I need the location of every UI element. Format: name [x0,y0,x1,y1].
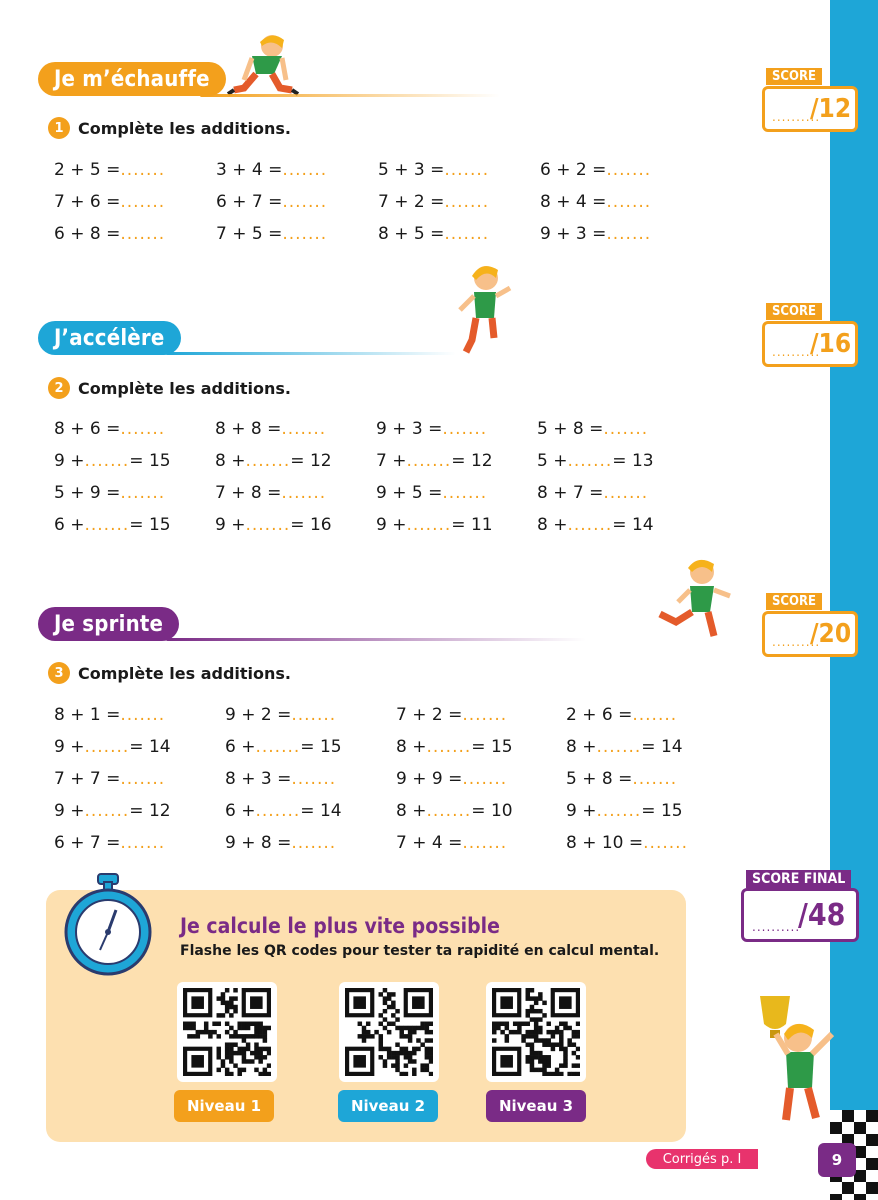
equation-text: 9 + 8 = [225,833,292,853]
answer-blank[interactable]: ....... [120,705,166,725]
equation-text: 9 + [54,451,85,471]
equation-text: 5 + 8 = [566,769,633,789]
equation [54,795,225,827]
equation-text: 8 + 4 = [540,192,607,212]
equation [540,218,702,250]
final-score-label: SCORE FINAL [746,870,851,888]
equation [54,445,215,477]
equation [54,413,215,445]
equation-text: 8 + 8 = [215,419,282,439]
answer-blank[interactable]: ....... [444,192,490,212]
score-total: /16 [810,329,852,359]
answer-blank[interactable]: ....... [406,515,452,535]
challenge-title: Je calcule le plus vite possible [180,914,500,938]
equation-text: 7 + 4 = [396,833,463,853]
equation-text: 7 + 6 = [54,192,121,212]
exercise-grid-3 [54,699,736,859]
equation-text: = 15 [471,737,513,757]
equation-text: = 14 [129,737,171,757]
equation-text: = 14 [641,737,683,757]
answer-blank[interactable]: ....... [643,833,688,853]
equation [540,186,702,218]
qr-code-level-3[interactable] [486,982,586,1082]
section-title-underline [200,94,500,97]
level-2-button[interactable]: Niveau 2 [338,1090,438,1122]
equation [566,699,736,731]
answer-blank[interactable]: ....... [255,801,301,821]
equation-text: 7 + 5 = [216,224,283,244]
equation [216,186,378,218]
equation-text: 2 + 5 = [54,160,121,180]
answer-blank[interactable]: ....... [291,833,337,853]
equation [54,154,216,186]
equation [216,154,378,186]
equation-text: 6 + [54,515,85,535]
equation-text: = 13 [612,451,654,471]
section-title-underline [166,638,586,641]
equation [215,445,376,477]
side-color-strip [830,0,878,1110]
score-blank: .......... [772,110,821,124]
answer-blank[interactable]: ....... [442,483,488,503]
page-number: 9 [818,1143,856,1177]
answer-blank[interactable]: ....... [596,801,642,821]
equation [54,731,225,763]
equation [537,477,698,509]
score-total: /20 [810,619,852,649]
score-label: SCORE [766,593,822,610]
equation-text: = 12 [129,801,171,821]
answer-blank[interactable]: ....... [120,769,166,789]
equation-text: = 14 [300,801,342,821]
section-title-accelerate: J’accélère [38,321,181,355]
equation-text: 9 + [215,515,246,535]
final-score-blank: .......... [752,920,801,934]
answer-blank[interactable]: ....... [120,224,166,244]
answer-blank[interactable]: ....... [84,451,130,471]
answer-blank[interactable]: ....... [281,419,327,439]
equation-text: 6 + [225,801,256,821]
equation-text: 7 + 8 = [215,483,282,503]
section-title-warmup: Je m’échauffe [38,62,226,96]
equation-text: = 14 [612,515,654,535]
answer-blank[interactable]: ....... [632,769,678,789]
equation [396,731,566,763]
answer-blank[interactable]: ....... [606,160,652,180]
equation [54,827,225,859]
equation-text: = 12 [451,451,493,471]
equation-text: = 10 [471,801,513,821]
equation-text: 3 + 4 = [216,160,283,180]
equation-text: = 12 [290,451,332,471]
answer-blank[interactable]: ....... [462,769,508,789]
equation [54,509,215,541]
answer-blank[interactable]: ....... [282,224,328,244]
equation-text: 5 + 8 = [537,419,604,439]
equation-text: = 15 [129,451,171,471]
equation [215,477,376,509]
equation-text: = 15 [300,737,342,757]
equation-text: 9 + 3 = [540,224,607,244]
equation [396,795,566,827]
qr-code-level-2[interactable] [339,982,439,1082]
equation-text: 8 + [396,801,427,821]
equation [378,154,540,186]
equation-text: 9 + [54,737,85,757]
answer-blank[interactable]: ....... [462,833,508,853]
instruction-text: Complète les additions. [78,378,291,398]
equation-text: 8 + 6 = [54,419,121,439]
equation [215,509,376,541]
section-title-sprint: Je sprinte [38,607,179,641]
equation [396,827,566,859]
answer-blank[interactable]: ....... [291,705,337,725]
equation-text: 9 + 9 = [396,769,463,789]
equation [376,445,537,477]
equation [376,413,537,445]
equation-text: 9 + [566,801,597,821]
equation [215,413,376,445]
answer-blank[interactable]: ....... [606,192,652,212]
trophy-winner-illustration [742,990,842,1140]
score-total: /12 [810,94,852,124]
equation-text: 8 + [566,737,597,757]
level-3-button[interactable]: Niveau 3 [486,1090,586,1122]
answer-blank[interactable]: ....... [632,705,678,725]
equation [225,699,396,731]
equation [54,186,216,218]
answer-blank[interactable]: ....... [84,737,130,757]
instruction-number: 1 [48,117,70,139]
equation-text: 9 + 5 = [376,483,443,503]
equation [537,445,698,477]
instruction-3 [48,662,291,684]
equation-text: = 16 [290,515,332,535]
equation-text: 7 + 7 = [54,769,121,789]
equation-text: 8 + [537,515,568,535]
instruction-number: 3 [48,662,70,684]
equation [54,763,225,795]
answers-reference: Corrigés p. I [646,1149,758,1169]
equation [566,827,736,859]
exercise-grid-1 [54,154,702,250]
answer-blank[interactable]: ....... [444,160,490,180]
equation-text: 6 + 2 = [540,160,607,180]
answer-blank[interactable]: ....... [255,737,301,757]
equation [537,509,698,541]
instruction-2 [48,377,291,399]
score-label: SCORE [766,303,822,320]
equation [396,763,566,795]
equation [566,731,736,763]
equation-text: 7 + 2 = [396,705,463,725]
answer-blank[interactable]: ....... [120,419,166,439]
equation-text: = 15 [641,801,683,821]
answer-blank[interactable]: ....... [606,224,652,244]
runner-sprinting-illustration [652,552,742,644]
equation-text: 9 + 2 = [225,705,292,725]
equation [566,763,736,795]
equation [54,477,215,509]
runner-jogging-illustration [450,258,520,358]
equation [225,763,396,795]
equation [376,509,537,541]
qr-code-icon [492,988,580,1076]
answer-blank[interactable]: ....... [120,160,166,180]
equation [540,154,702,186]
answer-blank[interactable]: ....... [603,483,649,503]
equation-text: 8 + [396,737,427,757]
equation [378,218,540,250]
answer-blank[interactable]: ....... [291,769,337,789]
equation-text: 8 + 3 = [225,769,292,789]
score-label: SCORE [766,68,822,85]
equation [376,477,537,509]
answer-blank[interactable]: ....... [567,451,613,471]
answer-blank[interactable]: ....... [120,192,166,212]
equation [396,699,566,731]
equation-text: 8 + 7 = [537,483,604,503]
equation-text: 6 + 7 = [54,833,121,853]
equation-text: 6 + 7 = [216,192,283,212]
qr-code-icon [345,988,433,1076]
answer-blank[interactable]: ....... [426,737,472,757]
answer-blank[interactable]: ....... [603,419,649,439]
score-blank: .......... [772,635,821,649]
answer-blank[interactable]: ....... [281,483,327,503]
equation-text: 9 + 3 = [376,419,443,439]
instruction-text: Complète les additions. [78,118,291,138]
challenge-subtitle: Flashe les QR codes pour tester ta rapidité en calcul mental. [180,943,660,959]
answer-blank[interactable]: ....... [444,224,490,244]
equation-text: 5 + 3 = [378,160,445,180]
section-title-underline [166,352,456,355]
equation-text: 6 + 8 = [54,224,121,244]
equation [566,795,736,827]
instruction-number: 2 [48,377,70,399]
stopwatch-icon [60,872,156,976]
answer-blank[interactable]: ....... [84,801,130,821]
equation-text: 8 + [215,451,246,471]
instruction-text: Complète les additions. [78,663,291,683]
answer-blank[interactable]: ....... [406,451,452,471]
equation-text: 7 + 2 = [378,192,445,212]
qr-code-icon [183,988,271,1076]
equation [225,827,396,859]
equation-text: 5 + 9 = [54,483,121,503]
level-1-button[interactable]: Niveau 1 [174,1090,274,1122]
equation [225,795,396,827]
equation-text: 8 + 5 = [378,224,445,244]
score-blank: .......... [772,345,821,359]
equation-text: 8 + 10 = [566,833,644,853]
answer-blank[interactable]: ....... [120,483,166,503]
equation-text: 2 + 6 = [566,705,633,725]
answer-blank[interactable]: ....... [120,833,166,853]
equation-text: 9 + [54,801,85,821]
equation-text: 6 + [225,737,256,757]
answer-blank[interactable]: ....... [282,160,328,180]
answer-blank[interactable]: ....... [426,801,472,821]
answer-blank[interactable]: ....... [462,705,508,725]
equation-text: 7 + [376,451,407,471]
answer-blank[interactable]: ....... [596,737,642,757]
equation-text: = 15 [129,515,171,535]
equation [378,186,540,218]
equation [537,413,698,445]
answer-blank[interactable]: ....... [245,515,291,535]
instruction-1 [48,117,291,139]
qr-code-level-1[interactable] [177,982,277,1082]
answer-blank[interactable]: ....... [282,192,328,212]
answer-blank[interactable]: ....... [245,451,291,471]
equation [54,699,225,731]
final-score-total: /48 [798,898,846,933]
equation-text: = 11 [451,515,493,535]
equation-text: 8 + 1 = [54,705,121,725]
exercise-grid-2 [54,413,698,541]
answer-blank[interactable]: ....... [567,515,613,535]
equation-text: 5 + [537,451,568,471]
answer-blank[interactable]: ....... [442,419,488,439]
runner-start-illustration [222,30,302,98]
equation [225,731,396,763]
equation-text: 9 + [376,515,407,535]
answer-blank[interactable]: ....... [84,515,130,535]
equation [54,218,216,250]
equation [216,218,378,250]
